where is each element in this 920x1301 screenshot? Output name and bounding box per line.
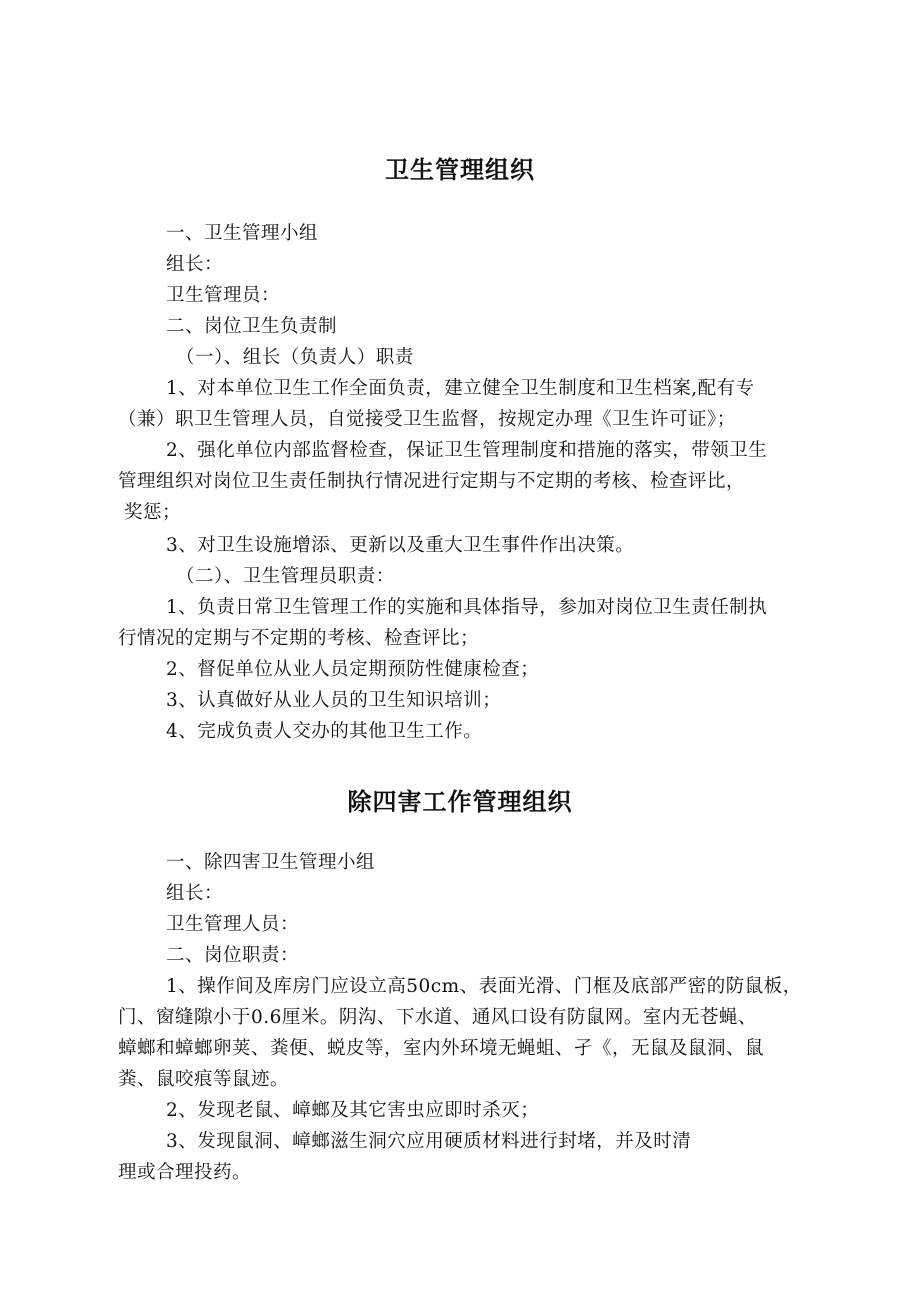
s2-item-1a: 1、操作间及库房门应设立高50cm、表面光滑、门框及底部严密的防鼠板， bbox=[166, 976, 802, 997]
s1-item-2b: 管理组织对岗位卫生责任制执行情况进行定期与不定期的考核、检查评比， bbox=[118, 471, 746, 492]
s1-item-3: 3、对卫生设施增添、更新以及重大卫生事件作出决策。 bbox=[166, 535, 635, 556]
s2-item-2: 2、发现老鼠、嶂螂及其它害虫应即时杀灭； bbox=[166, 1100, 540, 1121]
s1-heading-duty: 二、岗位卫生负责制 bbox=[166, 316, 338, 337]
section2-title: 除四害工作管理组织 bbox=[347, 788, 573, 816]
s2-item-3a: 3、发现鼠洞、嶂螂滋生洞穴应用硬质材料进行封堵，并及时清 bbox=[166, 1131, 692, 1152]
s1-heading-group: 一、卫生管理小组 bbox=[166, 223, 319, 244]
s1-subheading-leader: （一）、组长（负责人）职责 bbox=[176, 347, 414, 368]
s2-item-1d: 粪、鼠咬痕等鼠迹。 bbox=[118, 1069, 290, 1090]
s1-mgr-item-1a: 1、负责日常卫生管理工作的实施和具体指导，参加对岗位卫生责任制执 bbox=[166, 597, 768, 618]
s2-heading-duty: 二、岗位职责： bbox=[166, 945, 300, 966]
s1-group-leader: 组长： bbox=[166, 254, 224, 275]
s1-mgr-item-2: 2、督促单位从业人员定期预防性健康检查； bbox=[166, 659, 540, 680]
s2-heading-group: 一、除四害卫生管理小组 bbox=[166, 852, 376, 873]
s1-item-2a: 2、强化单位内部监督检查，保证卫生管理制度和措施的落实，带领卫生 bbox=[166, 440, 768, 461]
s2-item-3b: 理或合理投药。 bbox=[118, 1162, 252, 1183]
s1-mgr-item-3: 3、认真做好从业人员的卫生知识培训； bbox=[166, 690, 502, 711]
s1-mgr-item-1b: 行情况的定期与不定期的考核、检查评比； bbox=[118, 628, 480, 649]
s1-manager: 卫生管理员： bbox=[166, 285, 281, 306]
s2-group-leader: 组长： bbox=[166, 883, 224, 904]
section1-title: 卫生管理组织 bbox=[385, 156, 535, 184]
s2-item-1c: 蟑螂和蟑螂卵荚、粪便、蜕皮等，室内外环境无蝇蛆、孑《，无鼠及鼠洞、鼠 bbox=[118, 1038, 765, 1059]
s1-item-2c: 奖惩； bbox=[124, 502, 182, 523]
s1-mgr-item-4: 4、完成负责人交办的其他卫生工作。 bbox=[166, 721, 483, 742]
s1-item-1b: （兼）职卫生管理人员，自觉接受卫生监督，按规定办理《卫生许可证》； bbox=[118, 409, 736, 430]
s2-manager: 卫生管理人员： bbox=[166, 914, 300, 935]
s2-item-1b: 门、窗缝隙小于0.6厘米。阴沟、下水道、通风口设有防鼠网。室内无苍蝇、 bbox=[118, 1007, 757, 1028]
s1-item-1a: 1、对本单位卫生工作全面负责，建立健全卫生制度和卫生档案,配有专 bbox=[166, 378, 755, 399]
s1-subheading-manager: （二）、卫生管理员职责： bbox=[176, 566, 395, 587]
